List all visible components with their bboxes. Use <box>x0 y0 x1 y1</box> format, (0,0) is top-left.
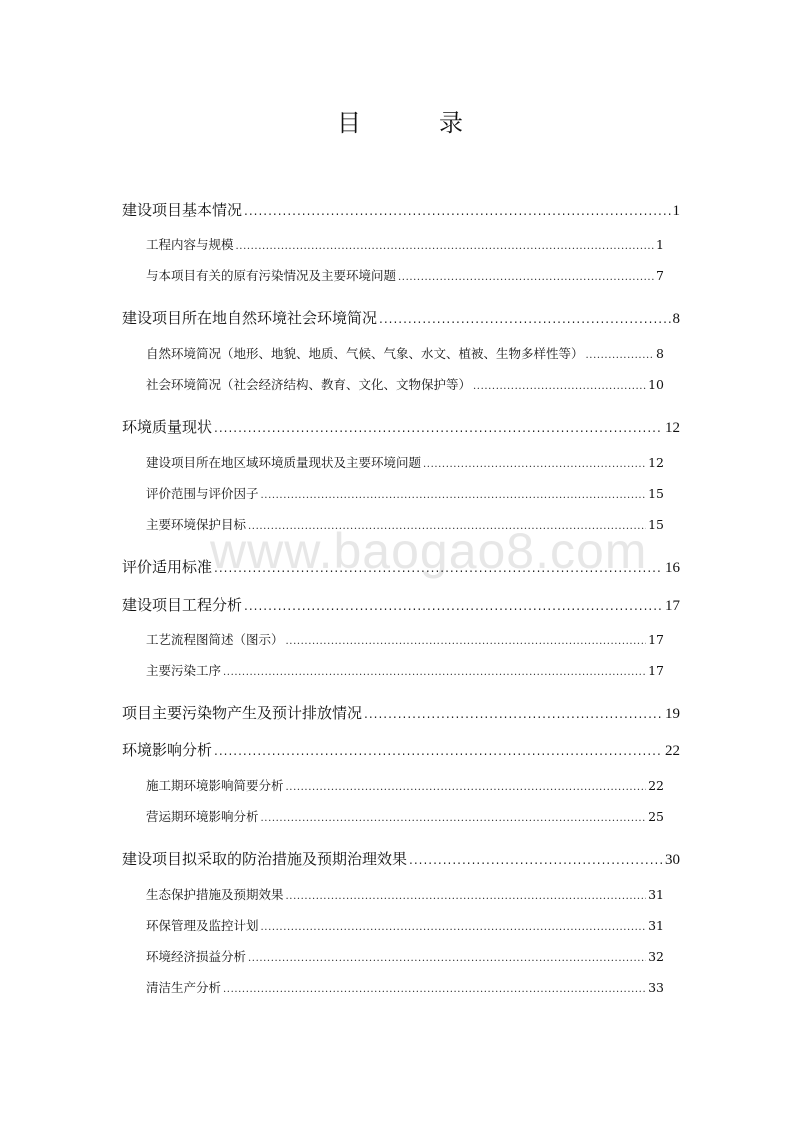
toc-leader-dots <box>244 599 663 613</box>
toc-subentry-regional-quality[interactable] <box>146 453 664 471</box>
toc-entry-label: 评价适用标准 <box>122 558 213 576</box>
toc-title-char-1: 目 <box>337 109 361 137</box>
toc-entry-page: 19 <box>665 706 680 722</box>
toc-subentry-existing-pollution[interactable] <box>146 266 664 284</box>
toc-entry-label: 评价范围与评价因子 <box>146 486 259 501</box>
toc-entry-label: 环境经济损益分析 <box>146 949 247 964</box>
toc-entry-page: 17 <box>665 598 680 614</box>
toc-entry-label: 生态保护措施及预期效果 <box>146 887 284 902</box>
toc-entry-page: 17 <box>648 632 664 647</box>
toc-entry-page: 17 <box>648 663 664 678</box>
toc-leader-dots <box>214 421 663 435</box>
toc-entry-label: 营运期环境影响分析 <box>146 809 259 824</box>
toc-subentry-scope[interactable] <box>146 235 664 253</box>
toc-leader-dots <box>286 636 647 647</box>
toc-leader-dots <box>236 241 655 252</box>
toc-entry-pollutant-emissions[interactable] <box>122 702 680 723</box>
toc-entry-page: 1 <box>656 237 664 252</box>
toc-subentry-process-flow[interactable] <box>146 630 664 648</box>
toc-subentry-natural-environment[interactable] <box>146 344 664 362</box>
toc-entry-label: 主要污染工序 <box>146 663 222 678</box>
toc-leader-dots <box>286 782 647 793</box>
toc-entry-page: 22 <box>665 743 680 759</box>
toc-subentry-economic-analysis[interactable] <box>146 947 664 965</box>
toc-entry-label: 自然环境简况（地形、地貌、地质、气候、气象、水文、植被、生物多样性等） <box>146 346 584 361</box>
toc-entry-page: 16 <box>665 560 680 576</box>
toc-entry-label: 工程内容与规模 <box>146 237 234 252</box>
toc-entry-page: 31 <box>648 918 664 933</box>
toc-entry-label: 清洁生产分析 <box>146 980 222 995</box>
toc-subentry-construction-impact[interactable] <box>146 776 664 794</box>
toc-subentry-operation-impact[interactable] <box>146 807 664 825</box>
toc-leader-dots <box>261 813 647 824</box>
toc-entry-label: 施工期环境影响简要分析 <box>146 778 284 793</box>
toc-entry-page: 22 <box>648 778 664 793</box>
toc-entry-label: 主要环境保护目标 <box>146 517 247 532</box>
toc-entry-impact-analysis[interactable] <box>122 739 680 760</box>
toc-title-char-2: 录 <box>439 109 463 137</box>
toc-entry-engineering-analysis[interactable] <box>122 594 680 615</box>
toc-entry-label: 项目主要污染物产生及预计排放情况 <box>122 704 363 722</box>
toc-entry-label: 与本项目有关的原有污染情况及主要环境问题 <box>146 268 397 283</box>
toc-entry-label: 环境质量现状 <box>122 418 213 436</box>
toc-entry-label: 环境影响分析 <box>122 741 213 759</box>
toc-entry-page: 30 <box>665 852 680 868</box>
toc-subentry-assessment-scope[interactable] <box>146 484 664 502</box>
watermark: www.baogao8.com <box>210 523 648 579</box>
toc-leader-dots <box>423 459 646 470</box>
toc-entry-environment-overview[interactable] <box>122 307 680 328</box>
toc-entry-prevention-measures[interactable] <box>122 848 680 869</box>
toc-entry-label: 建设项目基本情况 <box>122 201 243 219</box>
toc-entry-label: 环保管理及监控计划 <box>146 918 259 933</box>
toc-entry-label: 建设项目所在地自然环境社会环境简况 <box>122 309 378 327</box>
toc-leader-dots <box>286 891 647 902</box>
toc-leader-dots <box>364 707 663 721</box>
toc-subentry-protection-targets[interactable] <box>146 515 664 533</box>
toc-leader-dots <box>244 204 670 218</box>
toc-entry-page: 8 <box>672 311 680 327</box>
toc-entry-label: 建设项目拟采取的防治措施及预期治理效果 <box>122 850 408 868</box>
toc-subentry-ecological-protection[interactable] <box>146 885 664 903</box>
toc-leader-dots <box>223 667 646 678</box>
toc-entry-standards[interactable] <box>122 556 680 577</box>
toc-entry-quality-status[interactable] <box>122 416 680 437</box>
toc-title <box>0 103 800 138</box>
toc-entry-page: 31 <box>648 887 664 902</box>
toc-entry-page: 25 <box>648 809 664 824</box>
toc-entry-label: 建设项目所在地区域环境质量现状及主要环境问题 <box>146 455 422 470</box>
toc-entry-page: 10 <box>648 377 664 392</box>
toc-entry-label: 工艺流程图简述（图示） <box>146 632 284 647</box>
toc-entry-page: 15 <box>648 486 664 501</box>
toc-entry-page: 1 <box>672 203 680 219</box>
toc-entry-page: 33 <box>648 980 664 995</box>
toc-entry-page: 8 <box>656 346 664 361</box>
toc-leader-dots <box>409 853 663 867</box>
toc-subentry-clean-production[interactable] <box>146 978 664 996</box>
toc-entry-page: 32 <box>648 949 664 964</box>
toc-leader-dots <box>261 922 647 933</box>
toc-entry-label: 社会环境简况（社会经济结构、教育、文化、文物保护等） <box>146 377 472 392</box>
toc-leader-dots <box>223 984 646 995</box>
toc-leader-dots <box>214 561 663 575</box>
toc-entry-page: 7 <box>656 268 664 283</box>
toc-entry-basic-info[interactable] <box>122 199 680 220</box>
toc-leader-dots <box>248 953 646 964</box>
toc-leader-dots <box>261 490 647 501</box>
toc-leader-dots <box>379 312 670 326</box>
toc-entry-page: 12 <box>648 455 664 470</box>
toc-leader-dots <box>473 381 646 392</box>
toc-subentry-pollution-processes[interactable] <box>146 661 664 679</box>
toc-entry-label: 建设项目工程分析 <box>122 596 243 614</box>
toc-subentry-monitoring-plan[interactable] <box>146 916 664 934</box>
toc-leader-dots <box>248 521 646 532</box>
toc-leader-dots <box>214 744 663 758</box>
toc-subentry-social-environment[interactable] <box>146 375 664 393</box>
toc-leader-dots <box>398 272 654 283</box>
toc-leader-dots <box>586 350 655 361</box>
toc-entry-page: 12 <box>665 420 680 436</box>
toc-entry-page: 15 <box>648 517 664 532</box>
